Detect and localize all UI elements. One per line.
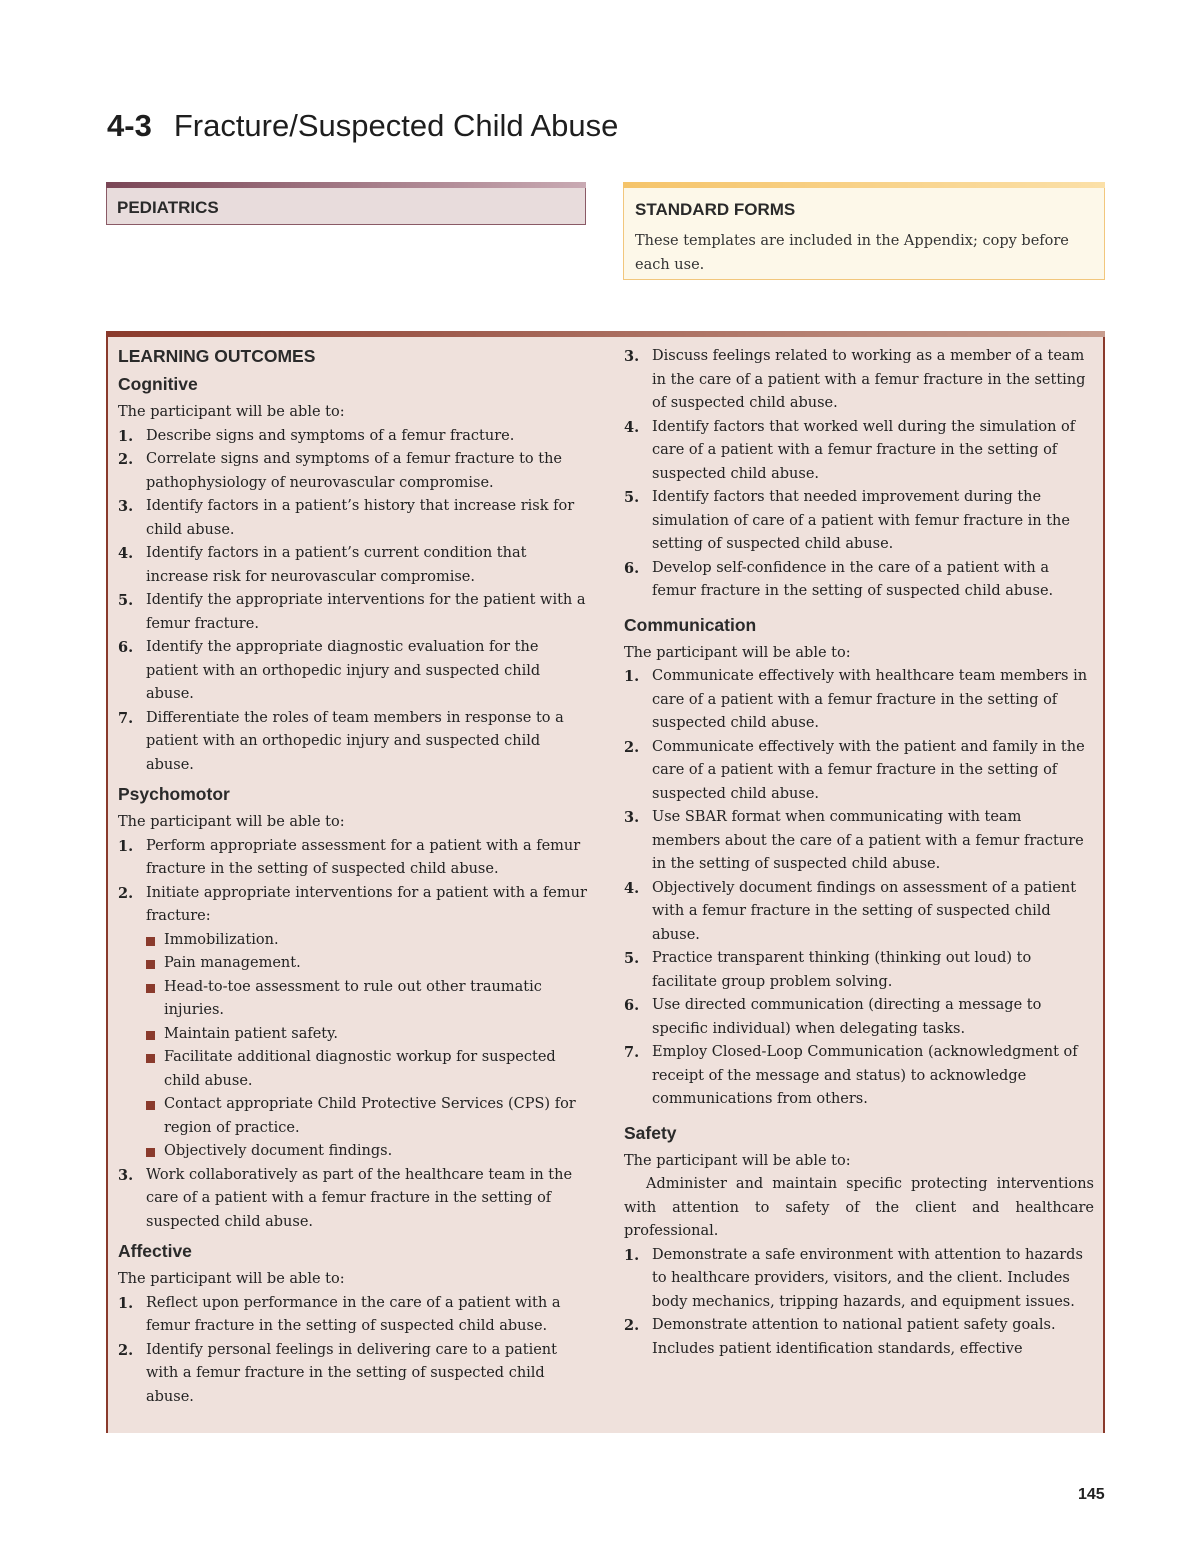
square-bullet-icon <box>146 1101 155 1110</box>
list-item: 6. Identify the appropriate diagnostic evaluation for the patient with an orthopedic injury and suspected child abuse. <box>118 639 541 702</box>
list-item: 4. Objectively document findings on assessment of a patient with a femur fracture in the setting of suspected child abuse. <box>624 879 1077 943</box>
standard-forms-box <box>623 182 1105 280</box>
psychomotor-heading: Psychomotor <box>118 784 230 804</box>
intervention-bullets <box>146 929 588 1164</box>
list-item: 7. Differentiate the roles of team members in response to a patient with an orthopedic injury and suspected child abuse. <box>118 709 564 773</box>
cognitive-intro: The participant will be able to: <box>118 404 345 420</box>
affective-intro: The participant will be able to: <box>118 1271 345 1287</box>
pediatrics-banner <box>106 182 586 225</box>
affective-list-part1 <box>118 1292 588 1410</box>
section-number: 4-3 <box>107 108 152 143</box>
list-item: 5. Identify the appropriate interventions for the patient with a femur fracture. <box>118 592 586 632</box>
cognitive-list <box>118 425 588 778</box>
list-item: 3. Discuss feelings related to working as a member of a team in the care of a patient with a femur fracture in the setting of suspected child abuse. <box>624 348 1086 411</box>
list-item: 2. Communicate effectively with the patient and family in the care of a patient with a femur fracture in the setting of suspected child abuse. <box>624 738 1085 802</box>
list-item: 6. Use directed communication (directing a message to specific individual) when delegating tasks. <box>624 997 1042 1037</box>
list-item: 5. Practice transparent thinking (thinking out loud) to facilitate group problem solving. <box>624 950 1032 990</box>
square-bullet-icon <box>146 984 155 993</box>
learning-outcomes-heading: LEARNING OUTCOMES <box>118 346 316 366</box>
list-item: 3. Use SBAR format when communicating with team members about the care of a patient with a femur fracture in the setting of suspected child abuse. <box>624 809 1084 872</box>
safety-heading: Safety <box>624 1122 677 1143</box>
learning-outcomes-box <box>106 331 1105 1433</box>
list-item: 3. Work collaboratively as part of the healthcare team in the care of a patient with a femur fracture in the setting of suspected child abuse. <box>118 1166 573 1230</box>
safety-list <box>624 1244 1094 1362</box>
communication-heading: Communication <box>624 614 757 635</box>
square-bullet-icon <box>146 1054 155 1063</box>
bullet-item: Contact appropriate Child Protective Services (CPS) for region of practice. <box>146 1093 588 1140</box>
list-item: 1. Perform appropriate assessment for a patient with a femur fracture in the setting of suspected child abuse. <box>118 837 581 877</box>
section-title: Fracture/Suspected Child Abuse <box>173 108 619 143</box>
list-item: 2. Correlate signs and symptoms of a femur fracture to the pathophysiology of neurovascular compromise. <box>118 451 563 491</box>
cognitive-heading: Cognitive <box>118 374 198 394</box>
page-title <box>107 108 618 144</box>
learning-outcomes-bar <box>106 331 1105 337</box>
right-column <box>624 345 1094 1361</box>
list-item: 1. Communicate effectively with healthcare team members in care of a patient with a femur fracture in the setting of suspected child abuse. <box>624 668 1088 731</box>
standard-forms-bar <box>623 182 1105 188</box>
list-item: 3. Identify factors in a patient’s history that increase risk for child abuse. <box>118 498 575 538</box>
affective-heading: Affective <box>118 1241 192 1261</box>
list-item: 2. Identify personal feelings in delivering care to a patient with a femur fracture in the setting of suspected child abuse. <box>118 1341 557 1405</box>
pediatrics-label: PEDIATRICS <box>117 198 219 217</box>
list-item: 2. Initiate appropriate interventions for a patient with a femur fracture: Immobilization. Pain management. Head-to-toe assessment to rule out other traumatic injuries. Maintain patient safety. Facilitate additional diagnostic workup for suspected child abuse. Contact appropriate Child Protective Services (CPS) for region of practice. Objectively document findings. <box>118 882 588 1164</box>
communication-intro: The participant will be able to: <box>624 644 851 661</box>
bullet-item: Objectively document findings. <box>146 1140 588 1164</box>
list-item: 4. Identify factors in a patient’s current condition that increase risk for neurovascular compromise. <box>118 545 527 585</box>
pediatrics-banner-bar <box>106 182 586 188</box>
communication-list <box>624 665 1094 1112</box>
square-bullet-icon <box>146 1148 155 1157</box>
list-item: 1. Reflect upon performance in the care of a patient with a femur fracture in the setting of suspected child abuse. <box>118 1294 561 1334</box>
square-bullet-icon <box>146 1031 155 1040</box>
bullet-item: Pain management. <box>146 952 588 976</box>
psychomotor-intro: The participant will be able to: <box>118 814 345 830</box>
psychomotor-list <box>118 835 588 1235</box>
bullet-item: Maintain patient safety. <box>146 1023 588 1047</box>
safety-intro: The participant will be able to: <box>624 1152 851 1169</box>
standard-forms-text: These templates are included in the Appendix; copy before each use. <box>635 233 1069 273</box>
list-item: 5. Identify factors that needed improvement during the simulation of care of a patient with femur fracture in the setting of suspected child abuse. <box>624 489 1070 552</box>
safety-paragraph: Administer and maintain specific protecting interventions with attention to safety of the client and healthcare professional. <box>624 1176 1094 1239</box>
list-item: 6. Develop self-confidence in the care of a patient with a femur fracture in the setting of suspected child abuse. <box>624 559 1054 599</box>
list-item: 1. Describe signs and symptoms of a femur fracture. <box>118 427 515 445</box>
affective-list-part2 <box>624 345 1094 604</box>
bullet-item: Head-to-toe assessment to rule out other traumatic injuries. <box>146 976 588 1023</box>
square-bullet-icon <box>146 937 155 946</box>
list-item: 1. Demonstrate a safe environment with attention to hazards to healthcare providers, visitors, and the client. Includes body mechanics, tripping hazards, and equipment issues. <box>624 1246 1083 1310</box>
bullet-item: Facilitate additional diagnostic workup for suspected child abuse. <box>146 1046 588 1093</box>
square-bullet-icon <box>146 960 155 969</box>
list-item: 2. Demonstrate attention to national patient safety goals. Includes patient identification standards, effective <box>624 1317 1056 1357</box>
list-item: 4. Identify factors that worked well during the simulation of care of a patient with a femur fracture in the setting of suspected child abuse. <box>624 418 1076 482</box>
page-number: 145 <box>1078 1486 1105 1503</box>
standard-forms-heading: STANDARD FORMS <box>635 200 796 219</box>
bullet-item: Immobilization. <box>146 929 588 953</box>
list-item: 7. Employ Closed-Loop Communication (acknowledgment of receipt of the message and status) to acknowledge communications from others. <box>624 1044 1078 1107</box>
left-column <box>118 345 588 1409</box>
